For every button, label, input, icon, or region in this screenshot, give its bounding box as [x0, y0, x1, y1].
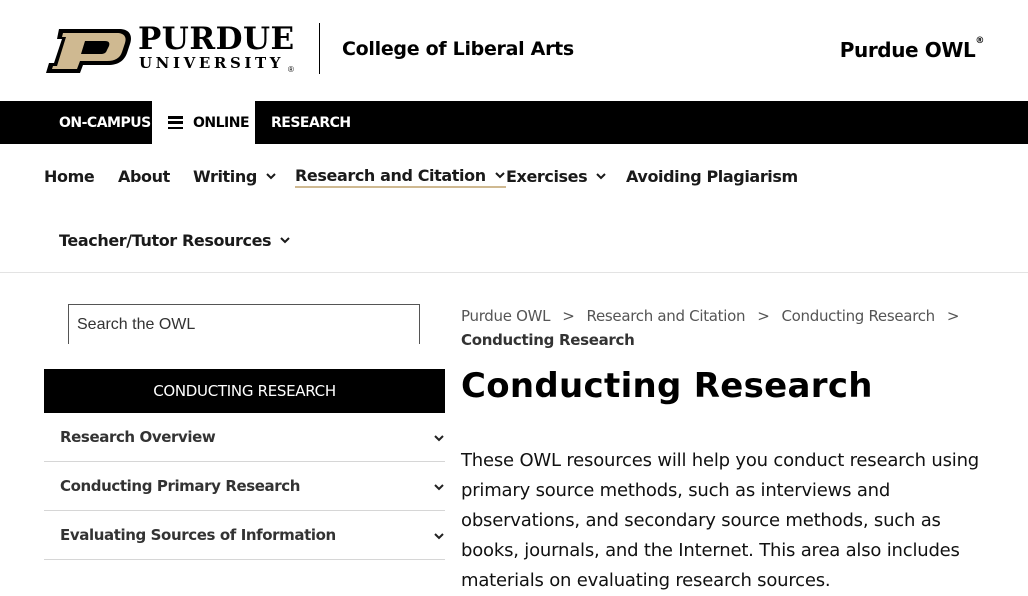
chevron-down-icon: [279, 234, 291, 246]
logo-wordmark-university: UNIVERSITY: [139, 54, 285, 72]
sidebar-item-research-overview[interactable]: [44, 413, 445, 462]
intro-paragraph: These OWL resources will help you conduct research using primary source methods, such as interviews and observations, and secondary source methods, such as books, journals, and the Internet. This area also includes materials on evaluating research sources.: [461, 450, 980, 591]
on-campus-link[interactable]: ON-CAMPUS: [59, 114, 151, 131]
chevron-down-icon: [265, 170, 277, 182]
online-menu-button[interactable]: [152, 101, 255, 144]
owl-brand-text: Purdue OWL: [839, 38, 976, 62]
breadcrumb-separator: >: [562, 307, 575, 325]
owl-brand-registered-mark: ®: [975, 36, 984, 46]
breadcrumb-separator: >: [946, 307, 960, 325]
nav-about[interactable]: About: [118, 166, 170, 186]
logo-registered-mark: ®: [288, 65, 294, 74]
sidebar-item-label: Conducting Primary Research: [60, 477, 301, 495]
nav-exercises[interactable]: [506, 164, 607, 188]
owl-search-box: [68, 304, 420, 344]
sidebar-item-label: Research Overview: [60, 428, 216, 446]
purdue-university-logo[interactable]: [45, 21, 295, 75]
sidebar-item-evaluating-sources[interactable]: [44, 511, 445, 560]
nav-research-and-citation[interactable]: [295, 164, 506, 188]
sidebar-heading: CONDUCTING RESEARCH: [44, 369, 445, 413]
nav-home[interactable]: Home: [44, 166, 95, 186]
nav-exercises-label: Exercises: [506, 166, 588, 186]
search-input[interactable]: [69, 305, 419, 344]
nav-teacher-tutor-label: Teacher/Tutor Resources: [59, 230, 272, 250]
chevron-down-icon[interactable]: [433, 481, 445, 493]
sidebar-item-conducting-primary-research[interactable]: [44, 462, 445, 511]
breadcrumb-separator: >: [757, 307, 770, 325]
college-name-link[interactable]: College of Liberal Arts: [342, 38, 574, 60]
online-label: ONLINE: [193, 114, 250, 131]
nav-teacher-tutor-resources[interactable]: [59, 228, 291, 252]
chevron-down-icon[interactable]: [433, 530, 445, 542]
breadcrumb-link-research-and-citation[interactable]: Research and Citation: [586, 307, 746, 325]
chevron-down-icon: [595, 170, 607, 182]
header-divider: [319, 23, 320, 74]
audience-bar: [0, 101, 1028, 144]
purdue-p-logo-icon: [45, 29, 131, 73]
main-navigation: [0, 144, 1028, 273]
breadcrumb-current: Conducting Research: [461, 331, 635, 349]
chevron-down-icon: [494, 169, 506, 181]
purdue-owl-brand-link[interactable]: [840, 38, 984, 62]
breadcrumb: [461, 304, 1001, 352]
research-link[interactable]: RESEARCH: [271, 114, 351, 131]
hamburger-menu-icon: [168, 116, 183, 129]
breadcrumb-link-conducting-research[interactable]: Conducting Research: [781, 307, 935, 325]
sidebar-item-label: Evaluating Sources of Information: [60, 526, 336, 544]
nav-writing[interactable]: [193, 164, 277, 188]
nav-avoiding-plagiarism[interactable]: Avoiding Plagiarism: [626, 166, 798, 186]
nav-research-and-citation-label: Research and Citation: [295, 165, 486, 185]
site-header: [0, 0, 1028, 101]
page-title: Conducting Research: [461, 366, 873, 406]
logo-wordmark-purdue: PURDUE: [138, 21, 295, 57]
nav-writing-label: Writing: [193, 166, 257, 186]
breadcrumb-link-purdue-owl[interactable]: Purdue OWL: [461, 307, 551, 325]
chevron-down-icon[interactable]: [433, 432, 445, 444]
